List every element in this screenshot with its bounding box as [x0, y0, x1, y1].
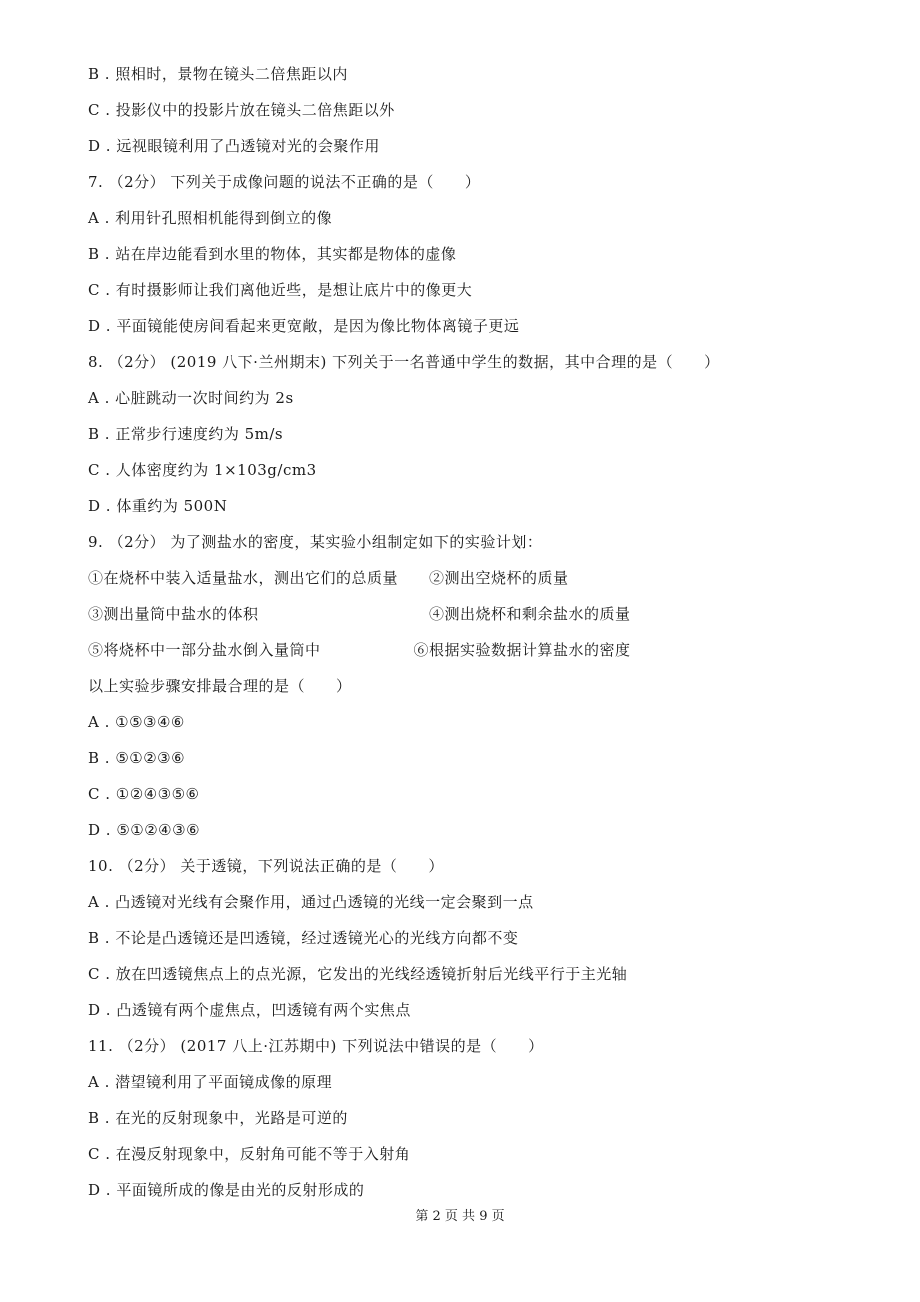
- option-8a: A . 心脏跳动一次时间约为 2s: [88, 389, 294, 407]
- option-7d: D . 平面镜能使房间看起来更宽敞，是因为像比物体离镜子更远: [88, 317, 520, 335]
- option-7a: A . 利用针孔照相机能得到倒立的像: [88, 209, 333, 227]
- option-10d: D . 凸透镜有两个虚焦点，凹透镜有两个实焦点: [88, 1001, 411, 1019]
- option-6d: D . 远视眼镜利用了凸透镜对光的会聚作用: [88, 137, 380, 155]
- option-6b: B . 照相时，景物在镜头二倍焦距以内: [88, 65, 348, 83]
- option-9c: C . ①②④③⑤⑥: [88, 785, 200, 803]
- option-10b: B . 不论是凸透镜还是凹透镜，经过透镜光心的光线方向都不变: [88, 929, 519, 947]
- question-10: 10. （2分） 关于透镜，下列说法正确的是（ ）: [88, 857, 444, 875]
- option-8d: D . 体重约为 500N: [88, 497, 228, 515]
- option-11d: D . 平面镜所成的像是由光的反射形成的: [88, 1181, 365, 1199]
- option-8b: B . 正常步行速度约为 5m/s: [88, 425, 284, 443]
- step-line-1: ①在烧杯中装入适量盐水，测出它们的总质量 ②测出空烧杯的质量: [88, 569, 569, 587]
- question-8: 8. （2分） (2019 八下·兰州期末) 下列关于一名普通中学生的数据，其中合理的是（ ）: [88, 353, 720, 371]
- option-8c: C . 人体密度约为 1×103g/cm3: [88, 461, 317, 479]
- option-7c: C . 有时摄影师让我们离他近些，是想让底片中的像更大: [88, 281, 473, 299]
- option-11c: C . 在漫反射现象中，反射角可能不等于入射角: [88, 1145, 411, 1163]
- step-line-2: ③测出量筒中盐水的体积 ④测出烧杯和剩余盐水的质量: [88, 605, 631, 623]
- step-line-3: ⑤将烧杯中一部分盐水倒入量筒中 ⑥根据实验数据计算盐水的密度: [88, 641, 631, 659]
- option-10c: C . 放在凹透镜焦点上的点光源，它发出的光线经透镜折射后光线平行于主光轴: [88, 965, 628, 983]
- question-9: 9. （2分） 为了测盐水的密度，某实验小组制定如下的实验计划：: [88, 533, 543, 551]
- question-9-prompt: 以上实验步骤安排最合理的是（ ）: [88, 677, 352, 695]
- option-9a: A . ①⑤③④⑥: [88, 713, 185, 731]
- option-9d: D . ⑤①②④③⑥: [88, 821, 201, 839]
- option-10a: A . 凸透镜对光线有会聚作用，通过凸透镜的光线一定会聚到一点: [88, 893, 534, 911]
- option-6c: C . 投影仪中的投影片放在镜头二倍焦距以外: [88, 101, 395, 119]
- question-7: 7. （2分） 下列关于成像问题的说法不正确的是（ ）: [88, 173, 481, 191]
- option-9b: B . ⑤①②③⑥: [88, 749, 186, 767]
- question-11: 11. （2分） (2017 八上·江苏期中) 下列说法中错误的是（ ）: [88, 1037, 544, 1055]
- page-footer: 第 2 页 共 9 页: [415, 1209, 505, 1224]
- option-11b: B . 在光的反射现象中，光路是可逆的: [88, 1109, 348, 1127]
- option-11a: A . 潜望镜利用了平面镜成像的原理: [88, 1073, 333, 1091]
- option-7b: B . 站在岸边能看到水里的物体，其实都是物体的虚像: [88, 245, 457, 263]
